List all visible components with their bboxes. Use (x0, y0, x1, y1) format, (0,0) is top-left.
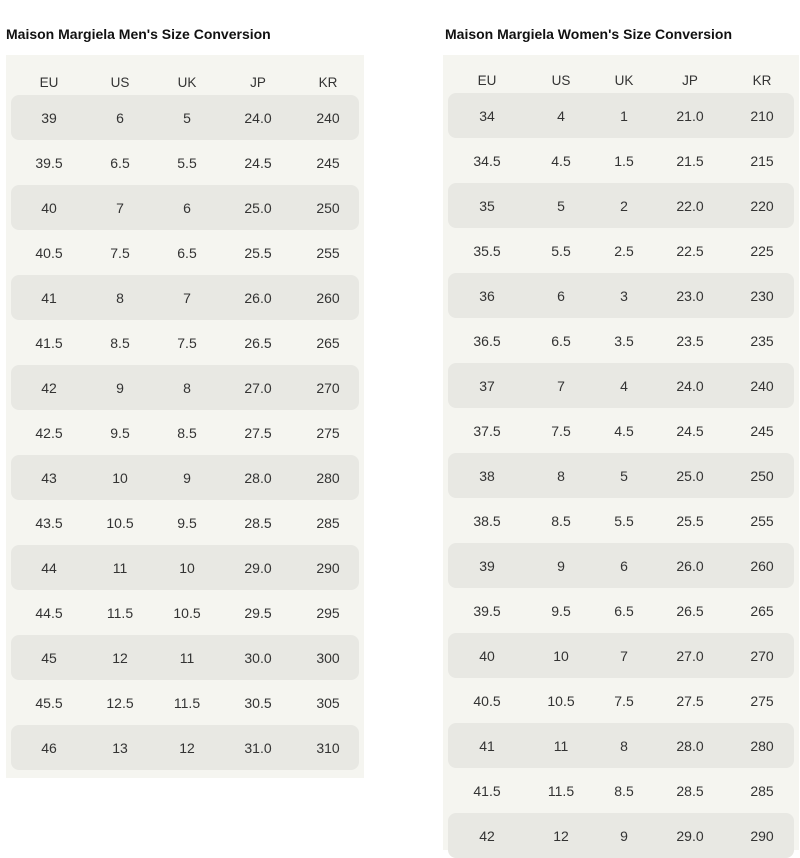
size-cell-kr: 290 (316, 559, 340, 576)
size-cell-uk: 5.5 (614, 512, 634, 529)
size-cell-eu: 43.5 (35, 514, 63, 531)
size-cell-jp: 23.5 (676, 332, 704, 349)
size-cell-us: 5 (557, 197, 565, 214)
table-row (11, 320, 359, 365)
size-cell-kr: 255 (316, 244, 340, 261)
column-header-us: US (110, 75, 130, 90)
column-header-kr: KR (752, 73, 772, 88)
size-cell-uk: 1 (620, 107, 628, 124)
size-cell-uk: 3 (620, 287, 628, 304)
size-cell-us: 10 (553, 647, 569, 664)
size-cell-us: 7.5 (110, 244, 130, 261)
column-header-us: US (551, 73, 571, 88)
size-cell-jp: 22.0 (676, 197, 704, 214)
size-cell-jp: 28.5 (244, 514, 272, 531)
size-cell-jp: 22.5 (676, 242, 704, 259)
size-cell-jp: 28.0 (244, 469, 272, 486)
table-row (11, 275, 359, 320)
size-cell-uk: 8.5 (177, 424, 197, 441)
size-cell-us: 9.5 (551, 602, 571, 619)
women-size-table (443, 55, 799, 850)
size-cell-us: 11.5 (547, 782, 575, 799)
size-cell-us: 7 (116, 199, 124, 216)
column-header-uk: UK (177, 75, 197, 90)
size-cell-kr: 215 (750, 152, 774, 169)
table-row (11, 635, 359, 680)
size-cell-jp: 24.0 (244, 109, 272, 126)
table-row (11, 365, 359, 410)
size-cell-us: 8 (116, 289, 124, 306)
table-row (448, 363, 794, 408)
size-cell-uk: 6.5 (177, 244, 197, 261)
table-row (11, 545, 359, 590)
size-cell-jp: 29.0 (676, 827, 704, 844)
table-row (448, 453, 794, 498)
table-row (11, 410, 359, 455)
size-cell-uk: 8.5 (614, 782, 634, 799)
size-cell-uk: 1.5 (614, 152, 634, 169)
table-row (448, 543, 794, 588)
table-row (11, 95, 359, 140)
size-cell-jp: 24.5 (244, 154, 272, 171)
size-cell-us: 5.5 (551, 242, 571, 259)
size-cell-jp: 25.0 (676, 467, 704, 484)
size-cell-uk: 11.5 (173, 694, 201, 711)
size-cell-kr: 265 (750, 602, 774, 619)
size-cell-eu: 41 (41, 289, 57, 306)
table-row (448, 768, 794, 813)
size-cell-us: 10.5 (106, 514, 134, 531)
size-cell-jp: 28.0 (676, 737, 704, 754)
size-cell-kr: 225 (750, 242, 774, 259)
men-size-title: Maison Margiela Men's Size Conversion (6, 26, 271, 42)
table-row (11, 500, 359, 545)
size-cell-kr: 240 (750, 377, 774, 394)
size-cell-kr: 250 (750, 467, 774, 484)
table-row (448, 228, 794, 273)
table-row (11, 680, 359, 725)
size-cell-us: 9.5 (110, 424, 130, 441)
size-cell-kr: 275 (316, 424, 340, 441)
size-cell-kr: 260 (750, 557, 774, 574)
women-size-title: Maison Margiela Women's Size Conversion (445, 26, 733, 42)
table-row (11, 725, 359, 770)
size-cell-us: 7 (557, 377, 565, 394)
size-cell-eu: 41.5 (35, 334, 63, 351)
size-cell-jp: 27.5 (244, 424, 272, 441)
table-row (11, 590, 359, 635)
size-cell-eu: 40 (41, 199, 57, 216)
size-cell-uk: 5 (183, 109, 191, 126)
size-cell-uk: 7.5 (614, 692, 634, 709)
size-cell-us: 6 (557, 287, 565, 304)
size-cell-kr: 295 (316, 604, 340, 621)
size-cell-jp: 27.5 (676, 692, 704, 709)
size-cell-kr: 210 (750, 107, 774, 124)
column-header-kr: KR (318, 75, 338, 90)
size-cell-eu: 43 (41, 469, 57, 486)
size-cell-uk: 6.5 (614, 602, 634, 619)
size-cell-kr: 285 (316, 514, 340, 531)
size-cell-jp: 30.5 (244, 694, 272, 711)
size-cell-uk: 8 (620, 737, 628, 754)
column-header-uk: UK (614, 73, 634, 88)
size-cell-uk: 8 (183, 379, 191, 396)
size-cell-eu: 40.5 (473, 692, 501, 709)
size-cell-jp: 21.5 (676, 152, 704, 169)
size-cell-us: 11 (112, 559, 128, 576)
size-cell-jp: 25.5 (244, 244, 272, 261)
size-cell-jp: 23.0 (676, 287, 704, 304)
size-cell-kr: 240 (316, 109, 340, 126)
size-cell-jp: 28.5 (676, 782, 704, 799)
size-cell-kr: 250 (316, 199, 340, 216)
size-cell-kr: 280 (750, 737, 774, 754)
size-cell-uk: 9.5 (177, 514, 197, 531)
size-cell-uk: 5 (620, 467, 628, 484)
size-cell-eu: 42.5 (35, 424, 63, 441)
column-header-eu: EU (39, 75, 59, 90)
size-cell-uk: 7 (620, 647, 628, 664)
size-cell-kr: 245 (316, 154, 340, 171)
size-cell-uk: 10.5 (173, 604, 201, 621)
size-cell-eu: 42 (479, 827, 495, 844)
size-cell-eu: 36 (479, 287, 495, 304)
size-cell-eu: 37 (479, 377, 495, 394)
size-cell-us: 8.5 (110, 334, 130, 351)
table-row (448, 633, 794, 678)
size-cell-us: 9 (116, 379, 124, 396)
size-cell-eu: 38 (479, 467, 495, 484)
size-cell-uk: 2 (620, 197, 628, 214)
size-cell-eu: 42 (41, 379, 57, 396)
size-cell-eu: 44.5 (35, 604, 63, 621)
size-cell-us: 8.5 (551, 512, 571, 529)
size-cell-uk: 4.5 (614, 422, 634, 439)
size-cell-uk: 10 (179, 559, 195, 576)
table-row (448, 588, 794, 633)
size-cell-eu: 46 (41, 739, 57, 756)
size-cell-eu: 35.5 (473, 242, 501, 259)
size-cell-kr: 280 (316, 469, 340, 486)
size-cell-kr: 265 (316, 334, 340, 351)
size-cell-jp: 29.0 (244, 559, 272, 576)
table-row (448, 408, 794, 453)
size-cell-eu: 44 (41, 559, 57, 576)
table-row (448, 138, 794, 183)
size-cell-us: 7.5 (551, 422, 571, 439)
table-row (448, 93, 794, 138)
size-cell-jp: 30.0 (244, 649, 272, 666)
column-header-jp: JP (682, 73, 698, 88)
size-cell-uk: 7.5 (177, 334, 197, 351)
table-row (448, 273, 794, 318)
size-cell-kr: 260 (316, 289, 340, 306)
size-cell-eu: 37.5 (473, 422, 501, 439)
size-cell-jp: 21.0 (676, 107, 704, 124)
size-cell-us: 12 (553, 827, 569, 844)
size-cell-eu: 35 (479, 197, 495, 214)
size-cell-uk: 11 (179, 649, 195, 666)
size-cell-eu: 34 (479, 107, 495, 124)
size-cell-uk: 9 (183, 469, 191, 486)
size-cell-us: 10.5 (547, 692, 575, 709)
size-cell-us: 10 (112, 469, 128, 486)
size-cell-eu: 36.5 (473, 332, 501, 349)
size-cell-jp: 26.0 (676, 557, 704, 574)
men-size-table (6, 55, 364, 778)
size-cell-us: 11.5 (106, 604, 134, 621)
size-cell-us: 12.5 (106, 694, 134, 711)
size-cell-uk: 4 (620, 377, 628, 394)
size-cell-eu: 45.5 (35, 694, 63, 711)
size-cell-us: 6.5 (110, 154, 130, 171)
table-row (11, 185, 359, 230)
size-cell-uk: 5.5 (177, 154, 197, 171)
size-cell-us: 4.5 (551, 152, 571, 169)
size-cell-eu: 40 (479, 647, 495, 664)
size-cell-uk: 2.5 (614, 242, 634, 259)
size-cell-eu: 40.5 (35, 244, 63, 261)
size-cell-eu: 38.5 (473, 512, 501, 529)
size-cell-us: 12 (112, 649, 128, 666)
size-cell-eu: 39 (479, 557, 495, 574)
size-cell-us: 11 (553, 737, 569, 754)
size-cell-eu: 39.5 (35, 154, 63, 171)
size-cell-kr: 235 (750, 332, 774, 349)
size-cell-us: 6 (116, 109, 124, 126)
size-cell-us: 8 (557, 467, 565, 484)
size-cell-jp: 26.5 (676, 602, 704, 619)
size-cell-kr: 285 (750, 782, 774, 799)
size-cell-uk: 7 (183, 289, 191, 306)
size-cell-jp: 25.0 (244, 199, 272, 216)
column-header-eu: EU (477, 73, 497, 88)
size-cell-eu: 41 (479, 737, 495, 754)
size-cell-kr: 310 (316, 739, 340, 756)
size-cell-uk: 12 (179, 739, 195, 756)
size-cell-kr: 245 (750, 422, 774, 439)
size-cell-jp: 26.0 (244, 289, 272, 306)
size-cell-kr: 255 (750, 512, 774, 529)
size-cell-kr: 270 (316, 379, 340, 396)
size-cell-us: 13 (112, 739, 128, 756)
size-cell-us: 4 (557, 107, 565, 124)
table-row (448, 318, 794, 363)
table-row (11, 140, 359, 185)
table-row (448, 813, 794, 858)
size-cell-uk: 6 (620, 557, 628, 574)
size-cell-eu: 39 (41, 109, 57, 126)
size-cell-kr: 220 (750, 197, 774, 214)
table-row (448, 723, 794, 768)
size-cell-kr: 230 (750, 287, 774, 304)
size-cell-us: 9 (557, 557, 565, 574)
table-row (11, 455, 359, 500)
size-cell-jp: 31.0 (244, 739, 272, 756)
column-header-jp: JP (250, 75, 266, 90)
size-cell-kr: 275 (750, 692, 774, 709)
table-row (448, 678, 794, 723)
size-cell-us: 6.5 (551, 332, 571, 349)
table-row (448, 498, 794, 543)
size-cell-eu: 45 (41, 649, 57, 666)
size-cell-jp: 24.0 (676, 377, 704, 394)
size-cell-kr: 300 (316, 649, 340, 666)
size-cell-eu: 34.5 (473, 152, 501, 169)
size-cell-jp: 25.5 (676, 512, 704, 529)
size-cell-uk: 3.5 (614, 332, 634, 349)
size-cell-kr: 305 (316, 694, 340, 711)
size-cell-kr: 290 (750, 827, 774, 844)
size-cell-eu: 41.5 (473, 782, 501, 799)
size-cell-jp: 26.5 (244, 334, 272, 351)
size-cell-jp: 24.5 (676, 422, 704, 439)
size-cell-kr: 270 (750, 647, 774, 664)
table-row (11, 230, 359, 275)
size-cell-jp: 27.0 (676, 647, 704, 664)
size-cell-eu: 39.5 (473, 602, 501, 619)
table-row (448, 183, 794, 228)
size-cell-uk: 6 (183, 199, 191, 216)
size-cell-jp: 27.0 (244, 379, 272, 396)
size-cell-jp: 29.5 (244, 604, 272, 621)
size-cell-uk: 9 (620, 827, 628, 844)
